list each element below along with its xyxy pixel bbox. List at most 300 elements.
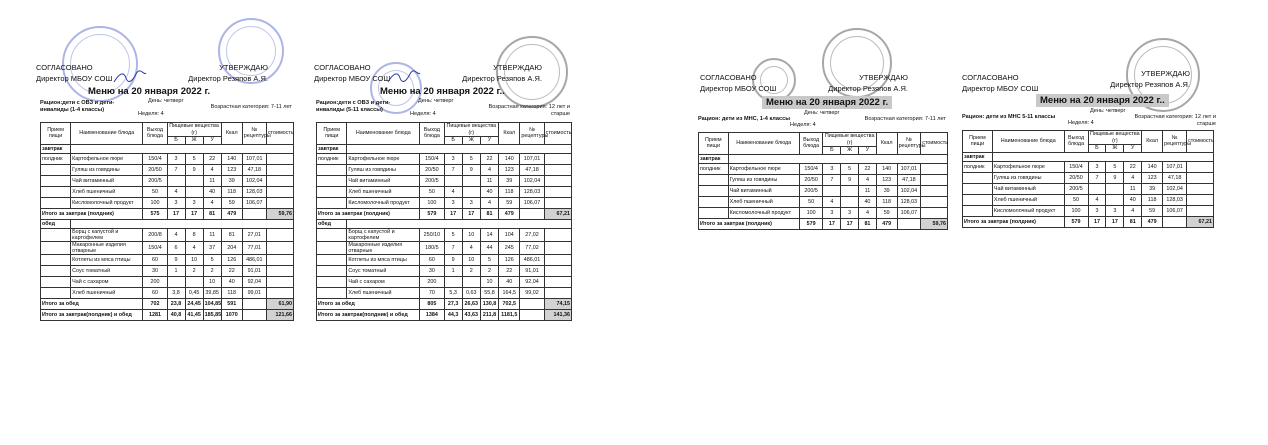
table-row — [963, 172, 1214, 183]
out-cell: 702 — [143, 298, 167, 309]
rec-cell: 92,04 — [242, 276, 266, 287]
menu-sheet-3 — [692, 22, 952, 252]
u-cell: 40 — [859, 196, 877, 207]
approved-label: СОГЛАСОВАНО — [962, 73, 1019, 82]
confirm-block — [462, 62, 542, 84]
u-cell: 5 — [203, 254, 221, 265]
b-cell: 40,8 — [167, 309, 185, 320]
section-label: завтрак — [699, 154, 729, 163]
kcal-cell: 40 — [499, 276, 520, 287]
dish-name-cell: Соус томатный — [347, 265, 420, 276]
approved-block — [962, 72, 1038, 94]
kcal-cell: 479 — [876, 218, 897, 229]
col-header-kcal: Ккал — [221, 123, 242, 145]
cost-cell — [544, 228, 571, 241]
u-cell: 4 — [203, 164, 221, 175]
total-label-cell: Итого за завтрак (полдник) — [317, 208, 420, 219]
z-cell: 9 — [841, 174, 859, 185]
meal-cell — [317, 197, 347, 208]
table-row — [317, 164, 572, 175]
approved-by: Директор МБОУ СОШ — [962, 84, 1039, 93]
kcal-cell: 118 — [499, 186, 520, 197]
section-row — [317, 144, 572, 153]
col-header-b: Б — [444, 137, 462, 145]
age-category: Возрастная категория: 12 лет и старше — [1134, 114, 1216, 127]
out-cell: 200 — [143, 276, 167, 287]
confirm-by: Директор Резяпов А.Я. — [1110, 80, 1190, 89]
u-cell: 4 — [1124, 205, 1142, 216]
kcal-cell: 59 — [1142, 205, 1163, 216]
out-cell: 100 — [420, 197, 444, 208]
table-row — [41, 153, 294, 164]
out-cell: 579 — [799, 218, 823, 229]
kcal-cell: 140 — [499, 153, 520, 164]
rec-cell: 107,01 — [242, 153, 266, 164]
rec-cell — [897, 218, 921, 229]
confirm-by: Директор Резяпов А.Я. — [828, 84, 908, 93]
age-category: Возрастная категория: 12 лет и старше — [488, 104, 570, 117]
out-cell: 250/10 — [420, 228, 444, 241]
rec-cell — [242, 298, 266, 309]
cost-cell — [1187, 205, 1214, 216]
out-cell: 1384 — [420, 309, 444, 320]
u-cell: 11 — [203, 175, 221, 186]
out-cell: 20/50 — [1064, 172, 1088, 183]
out-cell: 200/5 — [420, 175, 444, 186]
day-label: День: четверг — [804, 110, 840, 116]
section-row — [963, 152, 1214, 161]
out-cell: 70 — [420, 287, 444, 298]
age-category: Возрастная категория: 7-11 лет — [210, 104, 292, 110]
rec-cell: 102,04 — [242, 175, 266, 186]
table-row — [317, 265, 572, 276]
col-header-u: У — [203, 137, 221, 145]
confirm-label: УТВЕРЖДАЮ — [1141, 69, 1190, 78]
b-cell: 17 — [167, 208, 185, 219]
out-cell: 20/50 — [420, 164, 444, 175]
section-spacer — [728, 154, 947, 163]
confirm-by: Директор Резяпов А.Я. — [462, 74, 542, 83]
kcal-cell: 123 — [221, 164, 242, 175]
total-row — [317, 208, 572, 219]
rec-cell: 47,18 — [520, 164, 544, 175]
out-cell: 180/5 — [420, 241, 444, 254]
section-spacer — [71, 144, 294, 153]
kcal-cell: 123 — [1142, 172, 1163, 183]
dish-name-cell: Кисломолочный продукт — [71, 197, 143, 208]
col-header-cost: стоимость — [1187, 131, 1214, 153]
u-cell: 40 — [203, 186, 221, 197]
col-header-z: Ж — [1106, 145, 1124, 153]
b-cell: 7 — [444, 164, 462, 175]
rec-cell: 77,01 — [242, 241, 266, 254]
dish-name-cell: Хлеб пшеничный — [347, 287, 420, 298]
out-cell: 100 — [143, 197, 167, 208]
menu-sheet-2 — [306, 12, 576, 412]
kcal-cell: 1181,5 — [499, 309, 520, 320]
dish-name-cell: Чай витаминный — [728, 185, 799, 196]
kcal-cell: 479 — [1142, 216, 1163, 227]
cost-cell — [266, 265, 293, 276]
cost-total-cell: 121,66 — [266, 309, 293, 320]
kcal-cell: 39 — [221, 175, 242, 186]
dish-name-cell: Борщ с капустой и картофелем — [347, 228, 420, 241]
u-cell: 211,8 — [480, 309, 498, 320]
u-cell: 39,85 — [203, 287, 221, 298]
meal-cell: полдник — [41, 153, 71, 164]
out-cell: 150/4 — [420, 153, 444, 164]
z-cell: 3 — [185, 197, 203, 208]
dish-name-cell: Картофельное пюре — [992, 161, 1064, 172]
section-label: обед — [317, 219, 347, 228]
col-header-u: У — [859, 147, 877, 155]
out-cell: 200/8 — [143, 228, 167, 241]
z-cell: 9 — [185, 164, 203, 175]
cost-total-cell: 59,76 — [266, 208, 293, 219]
signature — [386, 70, 422, 84]
out-cell: 200/5 — [1064, 183, 1088, 194]
out-cell: 100 — [799, 207, 823, 218]
out-cell: 579 — [1064, 216, 1088, 227]
b-cell — [167, 175, 185, 186]
dish-name-cell: Картофельное пюре — [347, 153, 420, 164]
col-header-meal: Прием пищи — [699, 133, 729, 155]
rec-cell: 486,01 — [520, 254, 544, 265]
z-cell: 9 — [1106, 172, 1124, 183]
out-cell: 20/50 — [799, 174, 823, 185]
col-header-name: Наименование блюда — [71, 123, 143, 145]
approved-label: СОГЛАСОВАНО — [36, 63, 93, 72]
z-cell: 41,45 — [185, 309, 203, 320]
meal-cell — [317, 287, 347, 298]
dish-name-cell: Макаронные изделия отварные — [71, 241, 143, 254]
cost-cell — [921, 174, 948, 185]
u-cell: 40 — [1124, 194, 1142, 205]
rec-cell: 106,07 — [1163, 205, 1187, 216]
meal-cell — [699, 185, 729, 196]
col-header-z: Ж — [462, 137, 480, 145]
col-header-out: Выход блюда — [420, 123, 444, 145]
rec-cell: 27,02 — [520, 228, 544, 241]
cost-cell — [266, 254, 293, 265]
approved-block — [36, 62, 112, 84]
confirm-block — [1110, 68, 1190, 90]
kcal-cell: 123 — [876, 174, 897, 185]
col-header-z: Ж — [185, 137, 203, 145]
u-cell: 81 — [859, 218, 877, 229]
meal-cell — [41, 241, 71, 254]
meal-cell — [317, 228, 347, 241]
u-cell: 4 — [859, 207, 877, 218]
col-header-nutr: Пищевые вещества (г) — [444, 123, 499, 137]
b-cell: 44,3 — [444, 309, 462, 320]
rec-cell: 99,01 — [242, 287, 266, 298]
col-header-rec: № рецептуры — [897, 133, 921, 155]
signature — [112, 70, 148, 84]
cost-cell — [544, 265, 571, 276]
cost-cell — [921, 163, 948, 174]
rec-cell: 128,03 — [520, 186, 544, 197]
table-row — [699, 207, 948, 218]
z-cell — [185, 175, 203, 186]
meal-cell — [963, 172, 993, 183]
total-row — [41, 309, 294, 320]
cost-cell — [1187, 194, 1214, 205]
table-row — [963, 194, 1214, 205]
ration-label: Рацион:дети с ОВЗ и дети-инвалиды (1-4 классы) — [40, 100, 115, 113]
table-header-row — [41, 123, 294, 137]
u-cell: 22 — [480, 153, 498, 164]
table-row — [699, 196, 948, 207]
meal-cell — [317, 241, 347, 254]
kcal-cell: 22 — [499, 265, 520, 276]
total-row — [41, 298, 294, 309]
out-cell: 150/4 — [799, 163, 823, 174]
z-cell: 5 — [185, 153, 203, 164]
out-cell: 200/5 — [799, 185, 823, 196]
out-cell: 50 — [1064, 194, 1088, 205]
b-cell: 7 — [167, 164, 185, 175]
table-header-row — [963, 131, 1214, 145]
table-row — [963, 161, 1214, 172]
kcal-cell: 140 — [1142, 161, 1163, 172]
col-header-out: Выход блюда — [799, 133, 823, 155]
menu-title: Меню на 20 января 2022 г. — [88, 86, 211, 97]
out-cell: 1281 — [143, 309, 167, 320]
u-cell: 4 — [480, 197, 498, 208]
out-cell: 20/50 — [143, 164, 167, 175]
section-spacer — [347, 144, 572, 153]
col-header-kcal: Ккал — [876, 133, 897, 155]
col-header-name: Наименование блюда — [347, 123, 420, 145]
z-cell: 17 — [462, 208, 480, 219]
z-cell — [462, 186, 480, 197]
z-cell — [1106, 194, 1124, 205]
table-row — [317, 197, 572, 208]
kcal-cell: 140 — [876, 163, 897, 174]
u-cell: 37 — [203, 241, 221, 254]
b-cell: 3 — [167, 153, 185, 164]
b-cell: 7 — [444, 241, 462, 254]
z-cell — [462, 175, 480, 186]
kcal-cell: 204 — [221, 241, 242, 254]
dish-name-cell: Чай витаминный — [71, 175, 143, 186]
approved-label: СОГЛАСОВАНО — [314, 63, 371, 72]
u-cell: 104,85 — [203, 298, 221, 309]
out-cell: 30 — [143, 265, 167, 276]
cost-cell — [1187, 172, 1214, 183]
total-row — [317, 298, 572, 309]
day-label: День: четверг — [418, 98, 454, 104]
rec-cell: 27,01 — [242, 228, 266, 241]
col-header-name: Наименование блюда — [728, 133, 799, 155]
meal-cell: полдник — [699, 163, 729, 174]
z-cell: 3 — [1106, 205, 1124, 216]
kcal-cell: 104 — [499, 228, 520, 241]
z-cell: 4 — [462, 241, 480, 254]
col-header-meal: Прием пищи — [963, 131, 993, 153]
section-spacer — [992, 152, 1213, 161]
table-row — [317, 241, 572, 254]
col-header-nutr: Пищевые вещества (г) — [824, 133, 875, 146]
u-cell: 22 — [203, 153, 221, 164]
table-header-row — [699, 133, 948, 147]
rec-cell: 128,03 — [897, 196, 921, 207]
week-label: Неделя: 4 — [138, 111, 164, 117]
out-cell: 150/4 — [143, 153, 167, 164]
cost-cell — [266, 186, 293, 197]
b-cell: 3,8 — [167, 287, 185, 298]
section-label: завтрак — [963, 152, 993, 161]
kcal-cell: 59 — [221, 197, 242, 208]
meal-cell: полдник — [963, 161, 993, 172]
b-cell: 3 — [1088, 161, 1106, 172]
rec-cell — [242, 208, 266, 219]
table-row — [41, 186, 294, 197]
b-cell: 3 — [1088, 205, 1106, 216]
total-row — [317, 309, 572, 320]
u-cell: 40 — [480, 186, 498, 197]
table-row — [317, 276, 572, 287]
b-cell: 6 — [167, 241, 185, 254]
dish-name-cell: Макаронные изделия отварные — [347, 241, 420, 254]
meal-cell — [699, 207, 729, 218]
col-header-meal: Прием пищи — [41, 123, 71, 145]
dish-name-cell: Гуляш из говядины — [347, 164, 420, 175]
section-row — [41, 144, 294, 153]
kcal-cell: 126 — [499, 254, 520, 265]
table-row — [41, 228, 294, 241]
b-cell: 9 — [444, 254, 462, 265]
b-cell: 27,3 — [444, 298, 462, 309]
meal-cell — [41, 287, 71, 298]
z-cell: 2 — [185, 265, 203, 276]
dish-name-cell: Хлеб пшеничный — [728, 196, 799, 207]
kcal-cell: 118 — [221, 186, 242, 197]
out-cell: 60 — [420, 254, 444, 265]
col-header-b: Б — [823, 147, 841, 155]
cost-cell — [266, 164, 293, 175]
section-row — [317, 219, 572, 228]
dish-name-cell: Хлеб пшеничный — [347, 186, 420, 197]
u-cell: 81 — [1124, 216, 1142, 227]
z-cell: 17 — [841, 218, 859, 229]
cost-cell — [544, 276, 571, 287]
table-row — [41, 265, 294, 276]
kcal-cell: 126 — [221, 254, 242, 265]
meal-cell — [699, 174, 729, 185]
cost-total-cell: 141,36 — [544, 309, 571, 320]
table-row — [317, 175, 572, 186]
u-cell: 22 — [859, 163, 877, 174]
z-cell — [841, 196, 859, 207]
rec-cell: 107,01 — [897, 163, 921, 174]
rec-cell: 107,01 — [520, 153, 544, 164]
confirm-label: УТВЕРЖДАЮ — [493, 63, 542, 72]
total-label-cell: Итого за завтрак(полдник) и обед — [317, 309, 420, 320]
cost-cell — [266, 197, 293, 208]
b-cell — [1088, 183, 1106, 194]
u-cell: 10 — [203, 276, 221, 287]
section-label: завтрак — [41, 144, 71, 153]
u-cell: 4 — [480, 164, 498, 175]
z-cell: 4 — [185, 241, 203, 254]
col-header-u: У — [480, 137, 498, 145]
cost-cell — [921, 196, 948, 207]
b-cell — [167, 276, 185, 287]
cost-cell — [544, 241, 571, 254]
u-cell: 11 — [859, 185, 877, 196]
rec-cell — [242, 309, 266, 320]
section-spacer — [347, 219, 572, 228]
meal-cell — [41, 228, 71, 241]
rec-cell: 92,04 — [520, 276, 544, 287]
z-cell: 10 — [185, 254, 203, 265]
b-cell: 1 — [444, 265, 462, 276]
u-cell: 2 — [480, 265, 498, 276]
kcal-cell: 39 — [499, 175, 520, 186]
table-row — [41, 276, 294, 287]
u-cell: 55,8 — [480, 287, 498, 298]
dish-name-cell: Кисломолочный продукт — [347, 197, 420, 208]
menu-title: Меню на 20 января 2022 г.. — [380, 86, 505, 97]
cost-cell — [921, 207, 948, 218]
total-row — [41, 208, 294, 219]
cost-cell — [1187, 183, 1214, 194]
total-label-cell: Итого за завтрак(полдник) и обед — [41, 309, 143, 320]
kcal-cell: 39 — [876, 185, 897, 196]
b-cell: 4 — [167, 186, 185, 197]
cost-total-cell: 59,76 — [921, 218, 948, 229]
rec-cell — [520, 298, 544, 309]
rec-cell: 91,01 — [520, 265, 544, 276]
table-row — [963, 183, 1214, 194]
rec-cell: 106,07 — [520, 197, 544, 208]
approved-by: Директор МБОУ СОШ — [36, 74, 113, 83]
b-cell: 17 — [823, 218, 841, 229]
u-cell: 11 — [203, 228, 221, 241]
table-row — [699, 185, 948, 196]
b-cell — [444, 175, 462, 186]
table-row — [317, 186, 572, 197]
cost-cell — [544, 287, 571, 298]
rec-cell — [520, 208, 544, 219]
rec-cell: 102,04 — [520, 175, 544, 186]
dish-name-cell: Картофельное пюре — [728, 163, 799, 174]
col-header-rec: № рецептуры — [1163, 131, 1187, 153]
z-cell: 2 — [462, 265, 480, 276]
z-cell: 0,63 — [462, 287, 480, 298]
meal-cell — [317, 164, 347, 175]
meal-cell — [41, 276, 71, 287]
u-cell: 130,8 — [480, 298, 498, 309]
section-row — [699, 154, 948, 163]
cost-total-cell: 67,21 — [544, 208, 571, 219]
b-cell: 3 — [444, 153, 462, 164]
z-cell: 5 — [462, 153, 480, 164]
z-cell — [1106, 183, 1124, 194]
table-row — [41, 197, 294, 208]
dish-name-cell: Гуляш из говядины — [728, 174, 799, 185]
menu-title: Меню на 20 января 2022 г.. — [1036, 94, 1169, 107]
meal-cell — [41, 186, 71, 197]
dish-name-cell: Хлеб пшеничный — [71, 186, 143, 197]
table-row — [41, 175, 294, 186]
approved-block — [700, 72, 776, 94]
rec-cell — [520, 309, 544, 320]
menu-sheet-1 — [28, 12, 300, 412]
col-header-nutr: Пищевые вещества (г) — [1088, 131, 1142, 145]
